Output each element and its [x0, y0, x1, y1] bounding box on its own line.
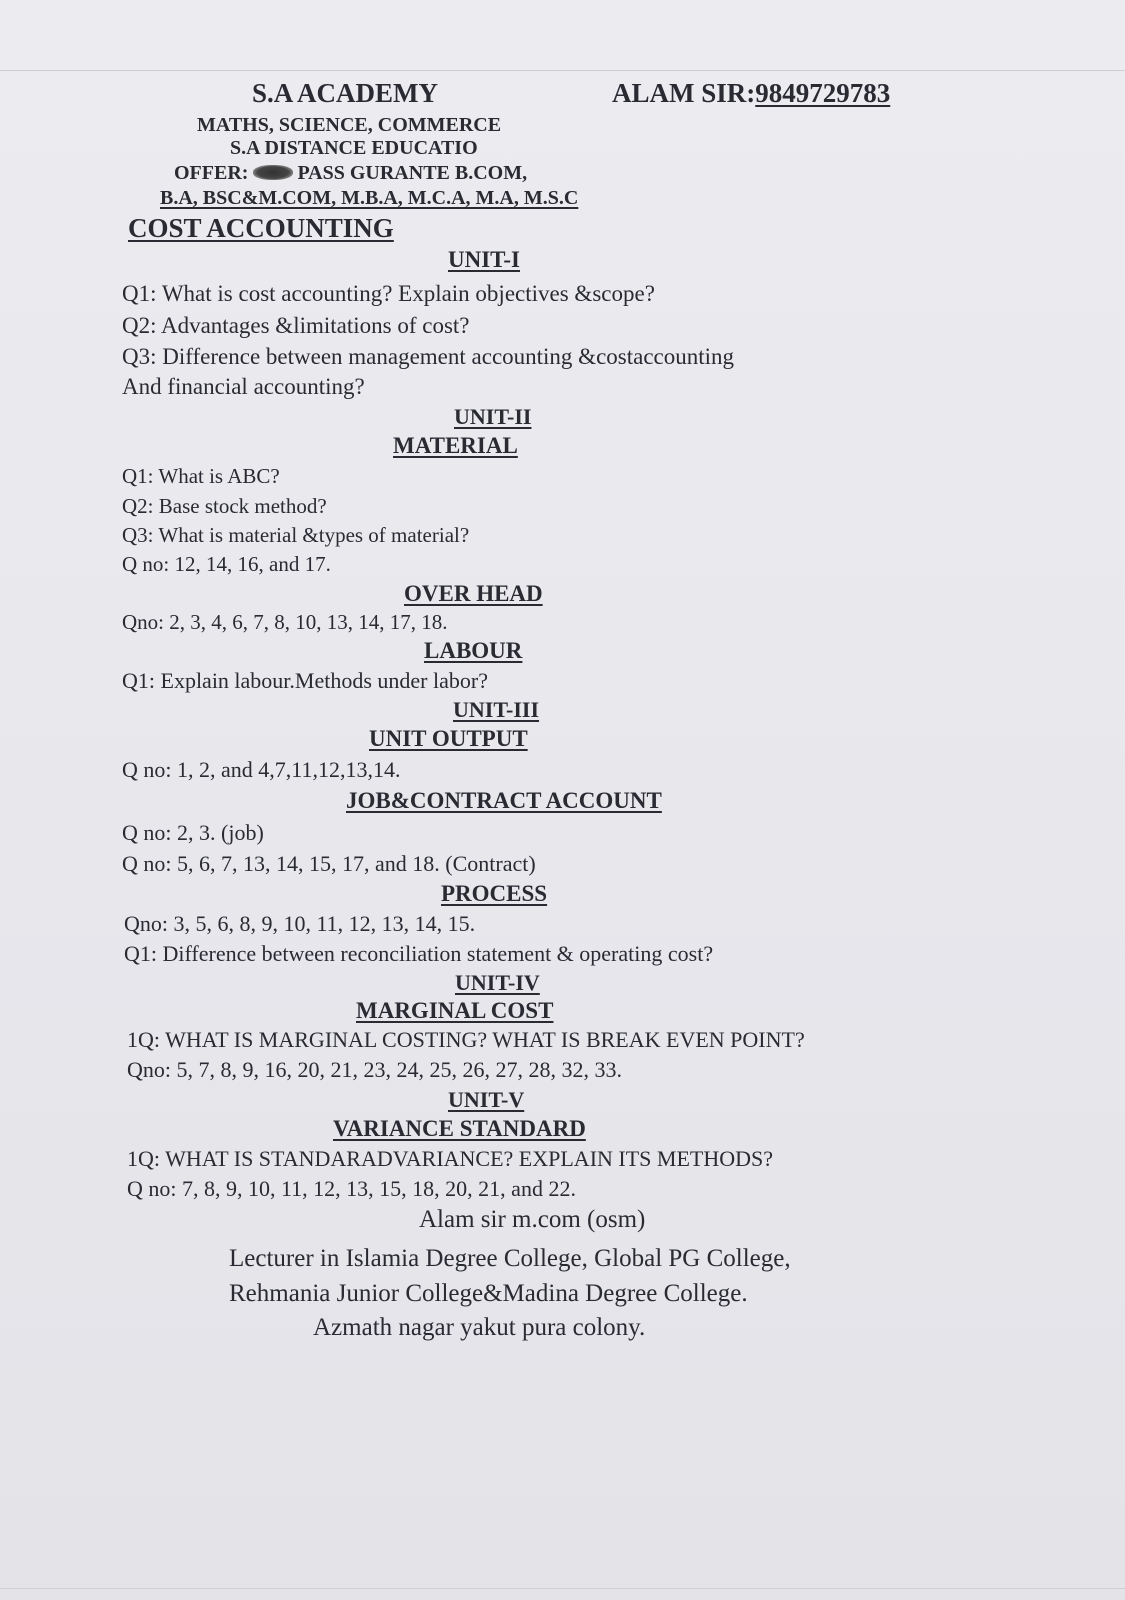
material-q2: Q2: Base stock method? [122, 494, 327, 518]
variance-heading: VARIANCE STANDARD [333, 1116, 586, 1141]
marginal-q1: 1Q: WHAT IS MARGINAL COSTING? WHAT IS BREAK EVEN POINT? [127, 1027, 805, 1052]
distance-line: S.A DISTANCE EDUCATIO [230, 137, 478, 159]
contact-phone: 9849729783 [755, 78, 891, 108]
offer-text: PASS GURANTE B.COM, [297, 162, 528, 184]
footer-name: Alam sir m.com (osm) [419, 1206, 646, 1233]
contact-line [612, 78, 890, 109]
unit1-q1: Q1: What is cost accounting? Explain objectives &scope? [122, 281, 655, 306]
contact-prefix: ALAM SIR: [612, 78, 756, 108]
labour-q1: Q1: Explain labour.Methods under labor? [122, 668, 488, 693]
labour-heading: LABOUR [424, 638, 523, 663]
overhead-heading: OVER HEAD [404, 581, 543, 606]
unit3-heading: UNIT-III [453, 697, 540, 722]
academy-name: S.A ACADEMY [252, 78, 439, 108]
material-q3: Q3: What is material &types of material? [122, 523, 470, 547]
marginal-heading: MARGINAL COST [356, 998, 554, 1023]
material-heading: MATERIAL [393, 433, 518, 458]
degrees-line: B.A, BSC&M.COM, M.B.A, M.C.A, M.A, M.S.C [160, 187, 579, 209]
offer-label: OFFER: [174, 162, 249, 184]
contract-qno: Q no: 5, 6, 7, 13, 14, 15, 17, and 18. (Contract) [122, 851, 536, 876]
marginal-qno: Qno: 5, 7, 8, 9, 16, 20, 21, 23, 24, 25, 26, 27, 28, 32, 33. [127, 1057, 622, 1082]
unit5-heading: UNIT-V [448, 1087, 525, 1112]
overhead-qno: Qno: 2, 3, 4, 6, 7, 8, 10, 13, 14, 17, 18. [122, 610, 448, 634]
material-qno: Q no: 12, 14, 16, and 17. [122, 552, 331, 576]
variance-qno: Q no: 7, 8, 9, 10, 11, 12, 13, 15, 18, 20, 21, and 22. [127, 1176, 576, 1201]
job-contract-heading: JOB&CONTRACT ACCOUNT [346, 788, 662, 813]
job-qno: Q no: 2, 3. (job) [122, 820, 264, 845]
unit1-q3a: Q3: Difference between management accounting &costaccounting [122, 344, 735, 369]
unit-output-heading: UNIT OUTPUT [369, 726, 528, 751]
unit-output-qno: Q no: 1, 2, and 4,7,11,12,13,14. [122, 757, 401, 782]
footer-line3: Azmath nagar yakut pura colony. [313, 1314, 646, 1341]
footer-line2: Rehmania Junior College&Madina Degree College. [229, 1280, 748, 1307]
footer-line1: Lecturer in Islamia Degree College, Global PG College, [229, 1245, 791, 1272]
unit4-heading: UNIT-IV [455, 970, 540, 995]
material-q1: Q1: What is ABC? [122, 464, 280, 488]
unit2-heading: UNIT-II [454, 404, 532, 429]
process-heading: PROCESS [441, 881, 548, 906]
document-title: COST ACCOUNTING [128, 213, 394, 243]
unit1-q2: Q2: Advantages &limitations of cost? [122, 313, 470, 338]
bottom-edge-line [0, 1588, 1125, 1589]
top-edge-line [0, 70, 1125, 71]
subjects-line: MATHS, SCIENCE, COMMERCE [197, 114, 502, 136]
process-qno: Qno: 3, 5, 6, 8, 9, 10, 11, 12, 13, 14, 15. [124, 911, 476, 936]
redacted-blot [253, 165, 293, 180]
variance-q1: 1Q: WHAT IS STANDARADVARIANCE? EXPLAIN ITS METHODS? [127, 1146, 774, 1171]
offer-line [174, 162, 527, 185]
unit1-q3b: And financial accounting? [122, 374, 365, 399]
process-q1: Q1: Difference between reconciliation statement & operating cost? [124, 941, 714, 966]
unit1-heading: UNIT-I [448, 247, 521, 272]
